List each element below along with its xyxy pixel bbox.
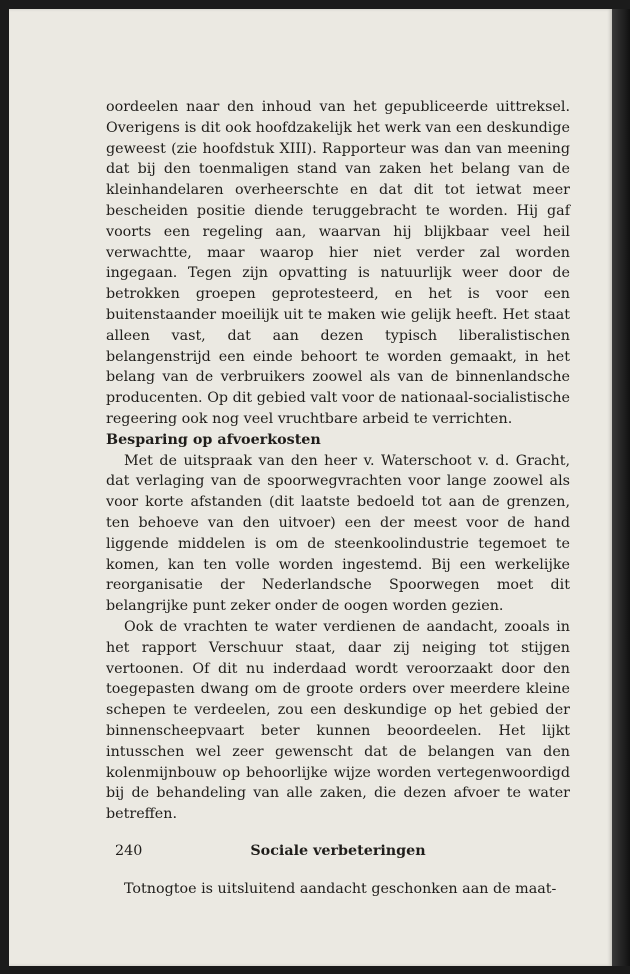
paragraph-vrachten-water: Ook de vrachten te water verdienen de aandacht, zooals in het rapport Verschuur staat, daar zij neiging tot stijgen vertoonen. Of dit nu inderdaad wordt veroorzaakt door den toegepasten dwang om de groote orders over meerdere kleine schepen te verdeelen, zou een deskundige op het gebied der binnenscheepvaart beter kunnen beoordeelen. Het lijkt intusschen wel zeer gewenscht dat de belangen van den kolenmijnbouw op behoorlijke wijze worden vertegenwoordigd bij de behandeling van alle zaken, die dezen afvoer te water betreffen. bbox=[106, 618, 570, 823]
paragraph-intro: oordeelen naar den inhoud van het gepubliceerde uittreksel. Overigens is dit ook hoofdzakelijk het werk van een deskundige geweest (zie hoofdstuk XIII). Rapporteur was dan van meening dat bij den toenmaligen stand van zaken het belang van de kleinhandelaren overheerschte en dat dit tot ietwat meer bescheiden positie diende teruggebracht te worden. Hij gaf voorts een regeling aan, waarvan hij blijkbaar veel heil verwachtte, maar waarop hier niet verder zal worden ingegaan. Tegen zijn opvatting is natuurlijk weer door de betrokken groepen geprotesteerd, en het is voor een buitenstaander moeilijk uit te maken wie gelijk heeft. Het staat alleen vast, dat aan dezen typisch liberalistischen belangenstrijd een einde behoort te worden gemaakt, in het belang van de verbruikers zoowel als van de binnenlandsche producenten. Op dit gebied valt voor de nationaal-socialistische regeering ook nog veel vruchtbare arbeid te verrichten. bbox=[106, 99, 570, 427]
paragraph-spoorwegvrachten: Met de uitspraak van den heer v. Waterschoot v. d. Gracht, dat verlaging van de spoorwegvrachten voor lange zoowel als voor korte afstanden (dit laatste bedoeld tot aan de grenzen, ten behoeve van den uitvoer) een der meest voor de hand liggende middelen is om de steenkoolindustrie tegemoet te komen, kan ten volle worden ingestemd. Bij een werkelijke reorganisatie der Nederlandsche Spoorwegen moet dit belangrijke punt zeker onder de oogen worden gezien. bbox=[106, 452, 570, 615]
page-body bbox=[106, 97, 570, 899]
page-number: 240 bbox=[115, 843, 143, 859]
paragraph-sociale: Totnogtoe is uitsluitend aandacht geschonken aan de maat- bbox=[124, 880, 557, 897]
book-edge bbox=[612, 9, 630, 966]
section-heading-besparing: Besparing op afvoerkosten bbox=[106, 431, 321, 448]
section-heading-sociale: Sociale verbeteringen bbox=[250, 842, 426, 859]
